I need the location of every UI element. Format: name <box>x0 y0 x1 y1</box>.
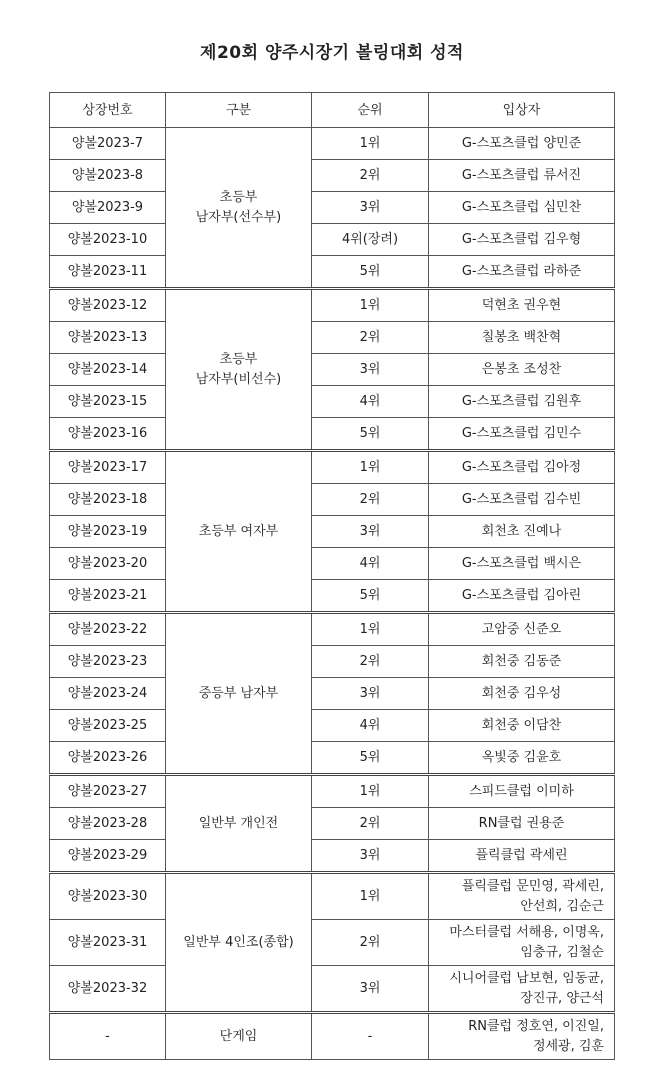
table-row <box>50 192 615 224</box>
results-table <box>49 92 615 1060</box>
rank-cell: 1위 <box>312 613 429 646</box>
table-row <box>50 613 615 646</box>
category-label: 초등부 여자부 <box>198 523 279 539</box>
category-cell <box>166 775 312 873</box>
category-cell <box>166 451 312 613</box>
category-label: 일반부 4인조(종합) <box>183 934 294 950</box>
winner-cell: G-스포츠클럽 심민찬 <box>429 192 615 224</box>
table-row <box>50 224 615 256</box>
winner-cell: 플릭클럽 곽세린 <box>429 840 615 873</box>
cert-number-cell: 양볼2023-25 <box>50 710 166 742</box>
table-row <box>50 873 615 920</box>
table-row <box>50 710 615 742</box>
winner-cell: 덕현초 권우현 <box>429 289 615 322</box>
winner-cell: G-스포츠클럽 양민준 <box>429 128 615 160</box>
category-label: 초등부 <box>219 189 258 205</box>
winner-cell: G-스포츠클럽 류서진 <box>429 160 615 192</box>
cert-number-cell: 양볼2023-12 <box>50 289 166 322</box>
rank-cell: 4위 <box>312 710 429 742</box>
rank-cell: 1위 <box>312 451 429 484</box>
winner-cell: 회천중 김동준 <box>429 646 615 678</box>
rank-cell: 5위 <box>312 742 429 775</box>
winner-cell: G-스포츠클럽 김아린 <box>429 580 615 613</box>
category-label: 일반부 개인전 <box>198 815 279 831</box>
cert-number-cell: 양볼2023-14 <box>50 354 166 386</box>
category-label: 중등부 남자부 <box>198 685 279 701</box>
table-row <box>50 516 615 548</box>
cert-number-cell: 양볼2023-27 <box>50 775 166 808</box>
rank-cell: 3위 <box>312 192 429 224</box>
cert-number-cell: 양볼2023-10 <box>50 224 166 256</box>
table-row <box>50 484 615 516</box>
table-header-row <box>50 93 615 128</box>
rank-cell: 3위 <box>312 678 429 710</box>
cert-number-cell: 양볼2023-19 <box>50 516 166 548</box>
rank-cell: 1위 <box>312 873 429 920</box>
cert-number-cell: 양볼2023-26 <box>50 742 166 775</box>
rank-cell: 3위 <box>312 966 429 1013</box>
rank-cell: 3위 <box>312 840 429 873</box>
cert-number-cell: 양볼2023-7 <box>50 128 166 160</box>
header-category: 구분 <box>166 93 312 128</box>
cert-number-cell: 양볼2023-20 <box>50 548 166 580</box>
table-row <box>50 966 615 1013</box>
table-row <box>50 289 615 322</box>
table-row <box>50 808 615 840</box>
category-cell <box>166 289 312 451</box>
cert-number-cell: 양볼2023-13 <box>50 322 166 354</box>
cert-number-cell: 양볼2023-31 <box>50 920 166 966</box>
rank-cell: - <box>312 1013 429 1060</box>
table-row <box>50 920 615 966</box>
winner-cell: G-스포츠클럽 라하준 <box>429 256 615 289</box>
rank-cell: 5위 <box>312 580 429 613</box>
table-row <box>50 386 615 418</box>
winner-cell: 칠봉초 백찬혁 <box>429 322 615 354</box>
cert-number-cell: 양볼2023-18 <box>50 484 166 516</box>
winner-cell: RN클럽 권용준 <box>429 808 615 840</box>
table-row <box>50 418 615 451</box>
rank-cell: 2위 <box>312 484 429 516</box>
cert-number-cell: 양볼2023-22 <box>50 613 166 646</box>
category-label: 남자부(비선수) <box>195 371 282 387</box>
winner-cell: G-스포츠클럽 김원후 <box>429 386 615 418</box>
table-row <box>50 451 615 484</box>
rank-cell: 2위 <box>312 808 429 840</box>
winner-name: 임충규, 김철순 <box>520 944 604 960</box>
table-row <box>50 678 615 710</box>
table-row <box>50 354 615 386</box>
rank-cell: 2위 <box>312 646 429 678</box>
rank-cell: 2위 <box>312 322 429 354</box>
rank-cell: 3위 <box>312 354 429 386</box>
cert-number-cell: 양볼2023-9 <box>50 192 166 224</box>
document-title: 제20회 양주시장기 볼링대회 성적 <box>200 43 464 63</box>
header-winner: 입상자 <box>429 93 615 128</box>
winner-name: 마스터클럽 서해용, 이명옥, <box>449 924 604 940</box>
winner-cell: 회천중 이담찬 <box>429 710 615 742</box>
table-row <box>50 580 615 613</box>
winner-name: 안선희, 김순근 <box>520 898 604 914</box>
winner-cell <box>429 873 615 920</box>
winner-cell: 고암중 신준오 <box>429 613 615 646</box>
table-row <box>50 548 615 580</box>
cert-number-cell: 양볼2023-28 <box>50 808 166 840</box>
category-label: 초등부 <box>219 351 258 367</box>
table-row <box>50 322 615 354</box>
rank-cell: 2위 <box>312 160 429 192</box>
winner-cell: G-스포츠클럽 김우형 <box>429 224 615 256</box>
winner-cell: G-스포츠클럽 백시은 <box>429 548 615 580</box>
winner-cell: G-스포츠클럽 김민수 <box>429 418 615 451</box>
rank-cell: 4위(장려) <box>312 224 429 256</box>
table-row <box>50 775 615 808</box>
category-cell <box>166 1013 312 1060</box>
table-row <box>50 160 615 192</box>
category-cell <box>166 128 312 289</box>
header-cert-number: 상장번호 <box>50 93 166 128</box>
rank-cell: 1위 <box>312 775 429 808</box>
table-row <box>50 742 615 775</box>
table-row <box>50 128 615 160</box>
winner-cell: 회천초 진예나 <box>429 516 615 548</box>
rank-cell: 1위 <box>312 289 429 322</box>
category-cell <box>166 873 312 1013</box>
rank-cell: 2위 <box>312 920 429 966</box>
category-label: 남자부(선수부) <box>195 209 282 225</box>
category-cell <box>166 613 312 775</box>
cert-number-cell: 양볼2023-30 <box>50 873 166 920</box>
cert-number-cell: 양볼2023-23 <box>50 646 166 678</box>
cert-number-cell: 양볼2023-15 <box>50 386 166 418</box>
winner-name: RN클럽 정호연, 이진일, <box>468 1018 604 1034</box>
cert-number-cell: 양볼2023-21 <box>50 580 166 613</box>
cert-number-cell: 양볼2023-29 <box>50 840 166 873</box>
winner-cell: 회천중 김우성 <box>429 678 615 710</box>
rank-cell: 1위 <box>312 128 429 160</box>
cert-number-cell: 양볼2023-11 <box>50 256 166 289</box>
table-row <box>50 840 615 873</box>
table-row <box>50 1013 615 1060</box>
table-row <box>50 256 615 289</box>
category-label: 단게임 <box>219 1028 258 1044</box>
winner-cell <box>429 920 615 966</box>
rank-cell: 5위 <box>312 418 429 451</box>
rank-cell: 3위 <box>312 516 429 548</box>
winner-cell: G-스포츠클럽 김수빈 <box>429 484 615 516</box>
winner-cell <box>429 1013 615 1060</box>
winner-name: 정세광, 김훈 <box>532 1038 604 1054</box>
winner-cell: 스피드클럽 이미하 <box>429 775 615 808</box>
winner-cell: 은봉초 조성찬 <box>429 354 615 386</box>
winner-cell: 옥빛중 김윤호 <box>429 742 615 775</box>
table-row <box>50 646 615 678</box>
winner-cell: G-스포츠클럽 김아정 <box>429 451 615 484</box>
cert-number-cell: 양볼2023-8 <box>50 160 166 192</box>
cert-number-cell: 양볼2023-17 <box>50 451 166 484</box>
winner-cell <box>429 966 615 1013</box>
winner-name: 시니어클럽 남보현, 임동균, <box>449 970 604 986</box>
winner-name: 장진규, 양근석 <box>520 990 604 1006</box>
rank-cell: 4위 <box>312 386 429 418</box>
cert-number-cell: 양볼2023-16 <box>50 418 166 451</box>
table-body <box>50 128 615 1060</box>
rank-cell: 4위 <box>312 548 429 580</box>
rank-cell: 5위 <box>312 256 429 289</box>
header-rank: 순위 <box>312 93 429 128</box>
cert-number-cell: - <box>50 1013 166 1060</box>
cert-number-cell: 양볼2023-32 <box>50 966 166 1013</box>
cert-number-cell: 양볼2023-24 <box>50 678 166 710</box>
winner-name: 플릭클럽 문민영, 곽세린, <box>461 878 604 894</box>
